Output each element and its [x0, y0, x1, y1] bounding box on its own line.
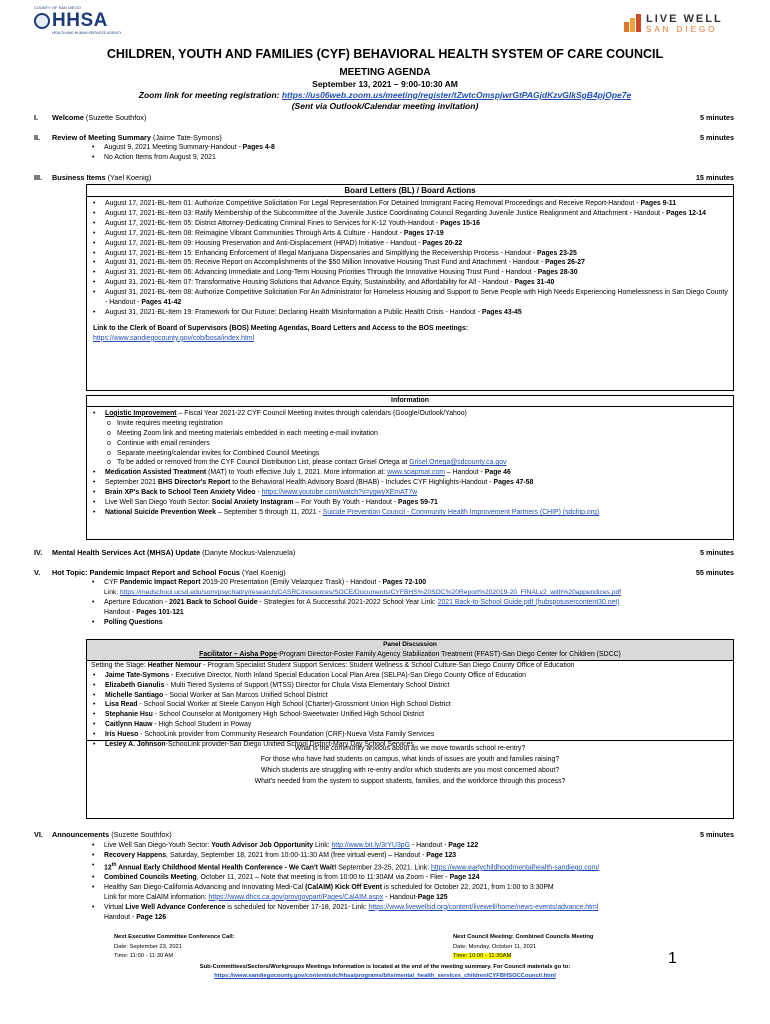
bos-link-block: [87, 318, 733, 344]
hhsa-wordmark: HHSA: [52, 10, 108, 31]
hot-topic-items: [92, 578, 732, 628]
panelist-item: • Iris Hueso - SchooLink provider from Community Research Foundation (CRF)-Nueva Vista Family Services: [93, 730, 729, 740]
next-council-meeting: Next Council Meeting: Combined Councils Meeting Date: Monday, October 11, 2021 Time: 10:00 - 11:30AM: [453, 934, 594, 959]
grisel-email-link[interactable]: Grisel.Ortega@sdcounty.ca.gov: [409, 459, 507, 467]
list-item: • Brain XP's Back to School Teen Anxiety Video - https://www.youtube.com/watch?v=ygwyXEmAT7w: [93, 488, 729, 498]
list-item: • National Suicide Prevention Week – September 5 through 11, 2021 - Suicide Prevention Council - Community Health Improvement Partners (CHIP) (sdchip.org): [93, 508, 729, 518]
board-letter-item: • August 17, 2021-BL-Item 09: Housing Preservation and Anti-Displacement (HPAD) Initiative - Handout - Pages 20-22: [93, 239, 729, 249]
live-well-line1: LIVE WELL: [646, 13, 723, 25]
list-item: • Recovery Happens, Saturday, September 18, 2021 from 10:00-11:30 AM (free virtual event) – Handout - Page 123: [92, 851, 732, 861]
panelist-item: • Caitlynn Hauw - High School Student in Poway: [93, 720, 729, 730]
section-title: Review of Meeting Summary (Jaime Tate-Symons): [52, 133, 222, 142]
list-subitem: o Separate meeting/calendar invites for Combined Council Meetings: [93, 449, 729, 459]
section-time: 5 minutes: [699, 830, 734, 839]
panel-questions: [87, 741, 733, 787]
aperture-handout-line: Handout - Pages 101-121: [104, 608, 184, 616]
board-letter-item: • August 17, 2021-BL-Item 08: Reimagine Vibrant Communities Through Arts & Culture - Handout - Pages 17-19: [93, 229, 729, 239]
live-well-advance-link[interactable]: https://www.livewellsd.org/content/livewell/home/news-events/advance.html: [368, 903, 599, 911]
zoom-registration: [0, 90, 770, 100]
section-title: Business Items (Yael Koenig): [52, 173, 152, 182]
board-letter-item: • August 31, 2021-BL-Item 08: Authorize Competitive Solicitation For An Administrator for Homeless Housing and Support to Serve People with High Needs Experiencing Homelessness in San Diego County - Handout - Pages 41-42: [93, 288, 729, 308]
sdchip-link[interactable]: Suicide Prevention Council - Community Health Improvement Partners (CHIP) (sdchip.org): [322, 508, 600, 516]
panel-discussion-header: Panel Discussion Facilitator – Aisha Pope-Program Director-Foster Family Agency Stabilization Treatment (FFAST)-San Diego Center for Children (SDCC): [87, 640, 733, 661]
section-number: III.: [34, 173, 43, 182]
zoom-prefix: Zoom link for meeting registration:: [138, 90, 282, 100]
hhsa-logo: [34, 5, 122, 35]
agenda-heading: MEETING AGENDA: [339, 67, 431, 78]
cyf-report-link-line: Link: https://medschool.ucsd.edu/som/psychiatry/research/CASRC/resources/SOCE/Documents/CYFBHS%20SOC%20Report%202019-20_FINALv2_with%20appendices.pdf: [104, 588, 622, 596]
bos-link[interactable]: https://www.sandiegocounty.gov/cob/bosa/index.html: [93, 334, 255, 342]
list-item: • Combined Councils Meeting, October 11, 2021 – Note that meeting is from 10:00 to 11:30AM via Zoom - Flier - Page 124: [92, 873, 732, 883]
section-title: Welcome (Suzette Southfox): [52, 113, 147, 122]
panelist-item: • Jaime Tate-Symons - Executive Director, North Inland Special Education Local Plan Area (SELPA)-San Diego County Office of Education: [93, 671, 729, 681]
list-subitem: o To be added or removed from the CYF Council Distribution List, please contact Grisel Ortega at Grisel.Ortega@sdcounty.ca.gov: [93, 458, 729, 468]
list-item: • 12th Annual Early Childhood Mental Health Conference - We Can't Wait! September 23-25, 2021. Link: https://www.earlychildhoodmentalhealth-sandiego.com/: [92, 861, 732, 873]
back-to-school-guide-link[interactable]: 2021 Back-to-School Guide.pdf (hubspotusercontent30.net): [437, 598, 620, 606]
board-letter-item: • August 17, 2021-BL-Item 01: Authorize Competitive Solicitation For Legal Representation For Detained Immigrant Facing Removal Proceedings and Receive Report-Handout - Pages 9-11: [93, 199, 729, 209]
board-letter-item: • August 31, 2021-BL-Item 07: Transformative Housing Solutions that Advance Equity, Sustainability, and Affordability for All - Handout - Pages 31-40: [93, 278, 729, 288]
board-letter-item: • August 17, 2021-BL-Item 05: District Attorney-Dedicating Criminal Fines to Services for K-12 Youth-Handout - Pages 15-16: [93, 219, 729, 229]
section-number: IV.: [34, 548, 43, 557]
hhsa-subtitle: HEALTH AND HUMAN SERVICES AGENCY: [52, 31, 122, 35]
logistic-subitems: [93, 419, 729, 459]
youtube-link[interactable]: https://www.youtube.com/watch?v=ygwyXEmAT7w: [261, 489, 418, 497]
panelist-item: • Stephanie Hsu - School Counselor at Montgomery High School-Sweetwater Unified High School District: [93, 710, 729, 720]
calaim-link[interactable]: https://www.dhcs.ca.gov/provgovpart/Pages/CalAIM.aspx: [208, 893, 384, 901]
youth-advisor-link[interactable]: http://www.bit.ly/3rYU3pG: [331, 842, 410, 849]
meeting-date: September 13, 2021 – 9:00-10:30 AM: [312, 79, 458, 89]
board-letter-item: • August 17, 2021-BL-Item 03: Ratify Membership of the Subcommittee of the Juvenile Justice Coordinating Council Regarding Juvenile Justice Realignment and Attachment - Handout - Pages 12-14: [93, 209, 729, 219]
list-item: • CYF Pandemic Impact Report 2019-20 Presentation (Emily Velazquez Trask) - Handout - Pages 72-100: [92, 578, 732, 588]
list-subitem: o Meeting Zoom link and meeting materials embedded in each meeting e-mail invitation: [93, 429, 729, 439]
board-letter-item: • August 31, 2021-BL-Item 06: Advancing Immediate and Long-Term Housing Priorities Through the Innovative Housing Trust Fund - Handout - Pages 28-30: [93, 268, 729, 278]
board-letters-list: [87, 197, 733, 318]
section-number: VI.: [34, 830, 43, 839]
council-title: CHILDREN, YOUTH AND FAMILIES (CYF) BEHAVIORAL HEALTH SYSTEM OF CARE COUNCIL: [106, 47, 664, 61]
cyf-report-link[interactable]: https://medschool.ucsd.edu/som/psychiatry/research/CASRC/resources/SOCE/Documents/CYFBHS%20SOC%20Report%202019-20_FINALv2_with%20appendices.pdf: [119, 588, 622, 596]
list-item: • Aperture Education - 2021 Back to School Guide - Strategies for A Successful 2021-2022 School Year Link: 2021 Back-to-School Guide.pdf (hubspotusercontent30.net): [92, 598, 732, 608]
panel-question: Which students are struggling with re-entry and/or which students are you most concerned about?: [260, 767, 560, 774]
panel-question: What is the community anxious about as we move towards school re-entry?: [294, 745, 526, 752]
panel-body: [87, 661, 733, 750]
live-well-mark-icon: [624, 14, 642, 32]
list-item: • Live Well San Diego Youth Sector: Social Anxiety Instagram – For Youth By Youth - Handout - Pages 59-71: [93, 498, 729, 508]
list-item: • September 2021 BHS Director's Report to the Behavioral Health Advisory Board (BHAB) - Includes CYF Highlights-Handout - Pages 47-58: [93, 478, 729, 488]
panel-questions-box: [86, 741, 734, 819]
board-letters-box: [86, 184, 734, 391]
list-item: • Live Well San Diego-Youth Sector: Youth Advisor Job Opportunity Link: http://www.bit.ly/3rYU3pG - Handout - Page 122: [92, 841, 732, 851]
live-well-logo: [624, 12, 739, 38]
zoom-registration-link[interactable]: https://us06web.zoom.us/meeting/register/tZwtcOmspjwrGtPAGjdKzvGlkSgB4pjOpe7e: [281, 90, 632, 100]
information-box: [86, 395, 734, 540]
panelist-item: • Lesley A. Johnson-SchooLink provider-San Diego Unified School District-Mary Day School Services: [93, 740, 729, 750]
subcommittee-note: Sub-Committees/Sectors/Workgroups Meetings Information is located at the end of the meeting summary. For Council materials go to: https://www.sandiegocounty.gov/content/sdc/hhsa/programs/bhs/mental_health_services_children/CYFBHSOCCouncil.html: [0, 963, 770, 981]
list-item: • Virtual Live Well Advance Conference is scheduled for November 17-18, 2021- Link: https://www.livewellsd.org/content/livewell/home/news-events/advance.html: [92, 903, 732, 913]
advance-handout-line: Handout - Page 126: [104, 913, 167, 921]
section-title: Hot Topic: Pandemic Impact Report and School Focus (Yael Koenig): [52, 568, 286, 577]
panelist-item: • Lisa Read - School Social Worker at Steele Canyon High School (Charter)-Grossmont Union High School District: [93, 700, 729, 710]
section-number: V.: [34, 568, 41, 577]
list-item: • No Action Items from August 9, 2021: [92, 153, 722, 163]
council-materials-link[interactable]: https://www.sandiegocounty.gov/content/sdc/hhsa/programs/bhs/mental_health_services_children/CYFBHSOCCouncil.html: [214, 973, 556, 979]
list-item: • Medication Assisted Treatment (MAT) to Youth effective July 1, 2021. More information at: www.soapmat.com – Handout - Page 46: [93, 468, 729, 478]
review-items: [92, 143, 722, 163]
page-number: 1: [668, 950, 677, 967]
announcement-items: [92, 841, 732, 923]
list-item: • Polling Questions: [92, 618, 732, 628]
next-exec-committee: Next Executive Committee Conference Call: Date: September 23, 2021 Time: 11:00 - 11:30 AM: [114, 934, 235, 959]
section-time: 55 minutes: [695, 568, 734, 577]
county-name: COUNTY OF SAN DIEGO: [34, 5, 81, 10]
section-time: 15 minutes: [695, 173, 734, 182]
section-number: I.: [34, 113, 39, 122]
board-letter-item: • August 31, 2021-BL-Item 19: Framework for Our Future: Declaring Health Misinformation a Public Health Crisis - Handout - Pages 43-45: [93, 308, 729, 318]
section-title: Mental Health Services Act (MHSA) Update (Danyte Mockus-Valenzuela): [52, 548, 296, 557]
county-seal-icon: [34, 13, 50, 29]
soapmat-link[interactable]: www.soapmat.com: [387, 469, 445, 477]
calaim-link-line: Link for more CalAIM information: https://www.dhcs.ca.gov/provgovpart/Pages/CalAIM.aspx - Handout-Page 125: [104, 893, 448, 901]
section-number: II.: [34, 133, 41, 142]
board-letter-item: • August 17, 2021-BL-Item 15: Enhancing Enforcement of Illegal Marijuana Dispensaries and Simplifying the Receivership Process - Handout - Pages 23-25: [93, 249, 729, 259]
board-letter-item: • August 31, 2021-BL-Item 05: Receive Report on Accomplishments of the $50 Million Innovative Housing Trust Fund and Attachment - Handout - Pages 26-27: [93, 258, 729, 268]
early-childhood-conference-link[interactable]: https://www.earlychildhoodmentalhealth-sandiego.com/: [431, 864, 600, 872]
list-item: • August 9, 2021 Meeting Summary-Handout - Pages 4-8: [92, 143, 722, 153]
list-item: • Logistic Improvement – Fiscal Year 2021-22 CYF Council Meeting Invites through calendars (Google/Outlook/Yahoo): [93, 409, 729, 419]
information-header: Information: [87, 396, 733, 407]
board-letters-header: Board Letters (BL) / Board Actions: [87, 185, 733, 197]
live-well-line2: SAN DIEGO: [646, 25, 718, 34]
section-welcome: [34, 113, 734, 125]
sent-via-note: (Sent via Outlook/Calendar meeting invitation): [291, 101, 479, 111]
panel-question: For those who have had students on campus, what kinds of issues are youth and families raising?: [260, 756, 560, 763]
section-time: 5 minutes: [699, 548, 734, 557]
section-mhsa-update: [34, 548, 734, 560]
panelist-list: [91, 671, 729, 750]
information-list: [87, 407, 733, 518]
section-time: 5 minutes: [699, 113, 734, 122]
panelist-item: • Michelle Santiago - Social Worker at San Marcos Unified School District: [93, 691, 729, 701]
list-item: • Healthy San Diego-California Advancing and Innovating Medi-Cal (CalAIM) Kick Off Event is scheduled for October 22, 2021, from 1:00 to 3:30PM: [92, 883, 732, 893]
panelist-item: • Elizabeth Gianulis - Multi Tiered Systems of Support (MTSS) Director for Chula Vista Elementary School District: [93, 681, 729, 691]
section-time: 5 minutes: [699, 133, 734, 142]
panel-question: What's needed from the system to support students, families, and the workforce through this process?: [254, 778, 566, 785]
setting-the-stage: Setting the Stage: Heather Nemour - Program Specialist Student Support Services: Student Wellness & School Culture-San Diego County Office of Education: [91, 661, 575, 669]
bos-link-text: Link to the Clerk of Board of Supervisors (BOS) Meeting Agendas, Board Letters and Access to the BOS meetings:: [93, 324, 469, 332]
section-title: Announcements (Suzette Southfox): [52, 830, 172, 839]
list-subitem: o Continue with email reminders: [93, 439, 729, 449]
list-subitem: o Invite requires meeting registration: [93, 419, 729, 429]
